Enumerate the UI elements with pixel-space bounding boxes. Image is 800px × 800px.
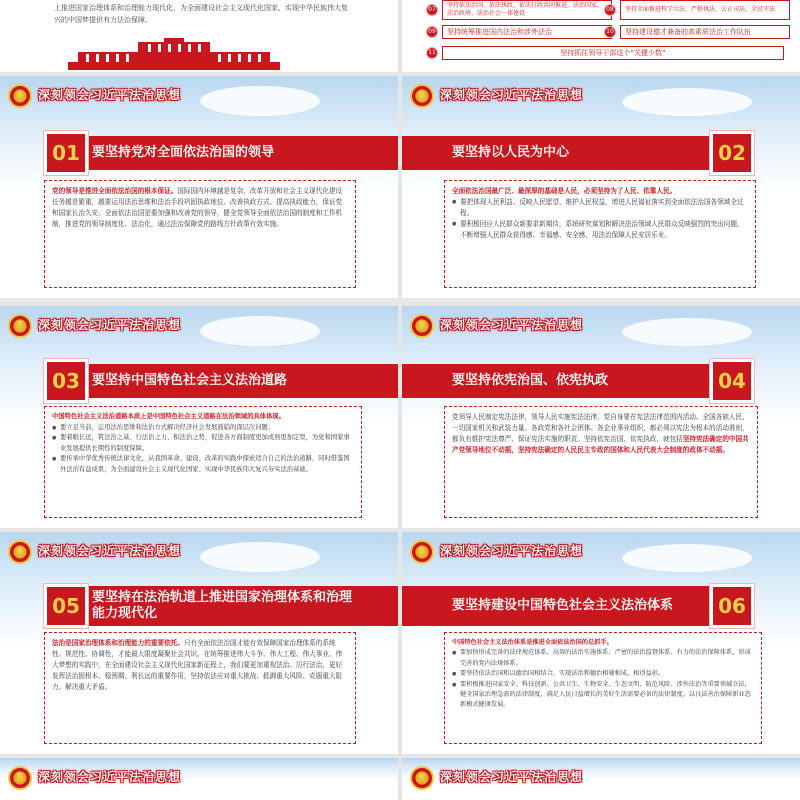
list-item: ● 要积极推进国家安全、科技创新、公共卫生、生物安全、生态文明、防范风险、涉外法治等重要领域立法，健全国家治理急需的法律制度、满足人民日益增长的美好生活需要必备的法律制度，以良法善治保障新业态新模式健康发展。: [452, 680, 754, 711]
content-box: [444, 406, 758, 518]
item-number: 07: [426, 4, 438, 16]
item-number: 08: [604, 4, 616, 16]
top-left-slide: [0, 0, 398, 72]
banner-title: 深刻领会习近平法治思想: [440, 544, 584, 558]
lead-text: 中国特色社会主义法治体系是推进全面依法治国的总抓手。: [452, 639, 613, 646]
banner-title: 深刻领会习近平法治思想: [440, 318, 584, 332]
banner-title: 深刻领会习近平法治思想: [38, 318, 182, 332]
body-text: 国际国内环境越是复杂，改革开放和社会主义现代化建设任务越是繁重，越要运用法治思维和法治手段巩固执政地位、改善执政方式、提高执政能力，保证党和国家长治久安。全面依法治国是要加强和改善党的领导，健全党领导全面依法治国的制度和工作机制，推进党的领导制度化、法治化，通过法治保障党的路线方针政策有效实施。: [52, 187, 343, 228]
section-title-bar: [402, 136, 754, 170]
slide-07-partial: [0, 758, 398, 800]
section-title-bar: [44, 364, 398, 398]
national-emblem-icon: [410, 314, 434, 338]
list-item: [426, 45, 784, 60]
cloud-shape: [622, 544, 752, 572]
list-item: [426, 2, 612, 17]
list-item: ● 要传承中华优秀传统法律文化，从我国革命、建设、改革的实践中探索适合自己的法治道路，同时借鉴国外法治有益成果，为全面建设社会主义现代化国家、实现中华民族伟大复兴夯实法治基础。: [52, 454, 354, 475]
banner-title: 深刻领会习近平法治思想: [440, 770, 584, 784]
slide-03: [0, 306, 398, 528]
bullet-list: [52, 423, 354, 476]
slide-08-partial: [402, 758, 800, 800]
item-label: 坚持抓住领导干部这个“关键少数”: [442, 46, 784, 60]
section-title-bar: [402, 586, 754, 626]
list-item: ● 要积极回应人民群众新要求新期待，系统研究谋划和解决法治领域人民群众反映强烈的突出问题，不断增强人民群众获得感、幸福感、安全感，用法治保障人民安居乐业。: [452, 219, 748, 241]
body-text: 党领导人民制定宪法法律，领导人民实施宪法法律，党自身要在宪法法律范围内活动。全国各族人民、一切国家机关和武装力量、各政党和各社会团体、各企业事业组织，都必须以宪法为根本的活动准则，都负有维护宪法尊严、保证宪法实施的职责。坚持依宪治国、依宪执政，就包括: [452, 413, 749, 443]
lead-text: 中国特色社会主义法治道路本质上是中国特色社会主义道路在法治领域的具体体现。: [52, 413, 285, 420]
section-number: 06: [710, 584, 754, 628]
content-box: [44, 406, 362, 518]
banner-title: 深刻领会习近平法治思想: [440, 88, 584, 102]
great-hall-icon: [68, 38, 280, 70]
section-title-bar: [44, 586, 398, 626]
body-text: 只有全面依法治国才能有效保障国家治理体系的系统性、规范性、协调性，才能最大限度凝聚社会共识。在统筹推进伟大斗争、伟大工程、伟大事业、伟大梦想的实践中，在全面建设社会主义现代化国家新征程上，我们要更加重视法治、厉行法治，更好发挥法治固根本、稳预期、利长远的重要作用，坚持依法应对重大挑战、抵御重大风险、克服重大阻力、解决重大矛盾。: [52, 639, 343, 691]
top-left-text: 上推进国家治理体系和治理能力现代化，为全面建设社会主义现代化国家、实现中华民族伟大复兴的中国梦提供有力法治保障。: [54, 4, 348, 24]
item-number: 09: [426, 26, 438, 38]
section-title: 要坚持中国特色社会主义法治道路: [92, 373, 288, 388]
bullet-list: [452, 197, 748, 241]
content-box: [444, 180, 756, 288]
section-title: 要坚持建设中国特色社会主义法治体系: [452, 598, 674, 613]
item-label: 坚持统筹推进国内法治和涉外法治: [442, 25, 612, 39]
slide-05: [0, 532, 398, 754]
item-number: 11: [426, 47, 438, 59]
item-label: 坚持建设德才兼备的高素质法治工作队伍: [620, 25, 790, 39]
lead-text: 党的领导是推进全面依法治国的根本保证。: [52, 187, 178, 195]
slide-02: [402, 76, 800, 298]
section-title: 要坚持以人民为中心: [452, 145, 570, 160]
national-emblem-icon: [8, 84, 32, 108]
national-emblem-icon: [8, 540, 32, 564]
section-title-bar: [44, 136, 398, 170]
national-emblem-icon: [8, 314, 32, 338]
section-number: 01: [44, 131, 88, 175]
section-title-bar: [402, 364, 754, 398]
item-label: 坚持依法治国、依法执政、依法行政共同推进，法治国家、法治政府、法治社会一体建设: [442, 0, 612, 20]
cloud-shape: [200, 316, 320, 346]
list-item: ● 要加快形成完备的法律规范体系、高效的法治实施体系、严密的法治监督体系、有力的法治保障体系，形成完善的党内法规体系。: [452, 648, 754, 669]
banner-title: 深刻领会习近平法治思想: [38, 544, 182, 558]
content-box: [44, 632, 356, 744]
section-title: 要坚持在法治轨道上推进国家治理体系和治理能力现代化: [92, 590, 353, 621]
national-emblem-icon: [410, 84, 434, 108]
section-number: 05: [44, 584, 88, 628]
lead-text: 坚持宪法确定的中国共产党领导地位不动摇，坚持宪法确定的人民民主专政的国体和人民代表大会制度的政体不动摇。: [452, 435, 749, 454]
banner-title: 深刻领会习近平法治思想: [38, 88, 182, 102]
section-title: 要坚持依宪治国、依宪执政: [452, 373, 609, 388]
list-item: ● 要把体现人民利益、反映人民愿望、维护人民权益、增进人民福祉落实到全面依法治国各领域全过程。: [452, 197, 748, 219]
national-emblem-icon: [410, 540, 434, 564]
national-emblem-icon: [8, 766, 32, 790]
cloud-shape: [622, 318, 752, 346]
bullet-list: [452, 648, 754, 710]
cloud-shape: [622, 88, 752, 116]
list-item: ● 要立足当前，运用法治思维和法治方式解决经济社会发展面临的深层次问题；: [52, 423, 354, 434]
list-item: ● 要坚持依法治国和以德治国相结合，实现法治和德治相辅相成、相得益彰。: [452, 669, 754, 679]
national-emblem-icon: [410, 766, 434, 790]
lead-text: 法治是国家治理体系和治理能力的重要依托。: [52, 639, 184, 647]
cloud-shape: [200, 86, 320, 116]
slide-04: [402, 306, 800, 528]
list-item: ● 要着眼长远，筑法治之基、行法治之力、积法治之势，促进各方面制度更加成熟更加定型，为党和国家事业发展提供长期性的制度保障。: [52, 433, 354, 454]
section-number: 02: [710, 131, 754, 175]
section-number: 03: [44, 359, 88, 403]
content-box: [444, 632, 762, 744]
item-label: 坚持全面推进科学立法、严格执法、公正司法、全民守法: [620, 0, 790, 20]
item-number: 10: [604, 26, 616, 38]
list-item: [604, 2, 790, 17]
section-number: 04: [710, 359, 754, 403]
banner-title: 深刻领会习近平法治思想: [38, 770, 182, 784]
list-item: [426, 24, 612, 39]
slide-06: [402, 532, 800, 754]
content-box: [44, 180, 356, 288]
lead-text: 全面依法治国最广泛、最深厚的基础是人民，必须坚持为了人民、依靠人民。: [452, 187, 677, 195]
top-right-slide: [402, 0, 800, 72]
cloud-shape: [200, 542, 320, 572]
section-title: 要坚持党对全面依法治国的领导: [92, 145, 275, 160]
slide-01: [0, 76, 398, 298]
list-item: [604, 24, 790, 39]
